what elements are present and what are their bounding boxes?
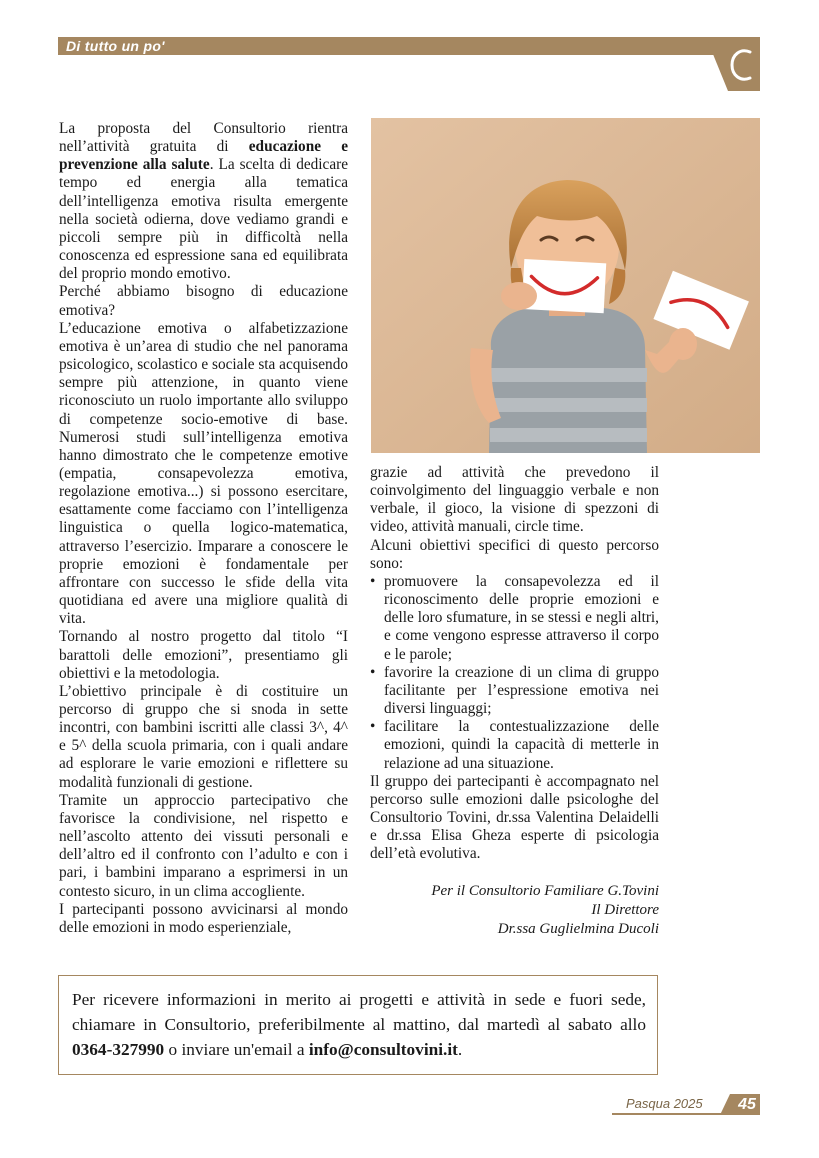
info-text: Per ricevere informazioni in merito ai progetti e attività in sede e fuori sede, chiamare in Consultorio, preferibilmente al mattino, dal martedì al sabato allo 0364-327990 o inviare un'email a info@consultovini.it. [72, 990, 646, 1059]
section-tab-icon [706, 37, 760, 91]
paragraph-intro: La proposta del Consultorio rientra nell’attività gratuita di educazione e prevenzione alla salute. La scelta di dedicare tempo ed energia alla tematica dell’intelligenza emotiva risulta emergente nella società odierna, dove vediamo grandi e piccoli sempre più in difficoltà nella conoscenza ed espressione sana ed equilibrata del proprio mondo emotivo. [59, 120, 348, 283]
email-link[interactable]: info@consultovini.it [308, 1040, 458, 1059]
issue-label: Pasqua 2025 [626, 1096, 703, 1111]
page-number: 45 [738, 1096, 756, 1113]
paragraph-question: Perché abbiamo bisogno di educazione emotiva? [59, 283, 348, 319]
left-column [59, 120, 348, 937]
child-smile-photo [371, 118, 760, 453]
paragraph-project: Tornando al nostro progetto dal titolo “I barattoli delle emozioni”, presentiamo gli obiettivi e la metodologia. [59, 628, 348, 682]
list-item: • favorire la creazione di un clima di gruppo facilitante per l’espressione emotiva nei diversi linguaggi; [370, 664, 659, 718]
footer-rule [612, 1113, 724, 1115]
paragraph-definition: L’educazione emotiva o alfabetizzazione emotiva è un’area di studio che nel panorama psicologico, scolastico e sociale sta acquisendo sempre più attenzione, in quanto viene riconosciuto un ruolo importante allo sviluppo di competenze socio-emotive di base. Numerosi studi sull’intelligenza emotiva hanno dimostrato che le competenze emotive (empatia, consapevolezza emotiva, regolazione emotiva...) si possono esercitare, esattamente come facciamo con l’intelligenza linguistica o quella logico-matematica, attraverso l’esercizio. Imparare a conoscere le proprie emozioni è fondamentale per affrontare con successo le sfide della vita quotidiana ed avere una migliore qualità di vita. [59, 319, 348, 628]
list-item: • promuovere la consapevolezza ed il riconoscimento delle proprie emozioni e delle loro sfumature, in se stessi e negli altri, e come vengono espresse attraverso il corpo e le parole; [370, 573, 659, 664]
right-column [370, 464, 659, 863]
paragraph-participants: I partecipanti possono avvicinarsi al mondo delle emozioni in modo esperienziale, [59, 900, 348, 936]
paragraph-activities: grazie ad attività che prevedono il coinvolgimento del linguaggio verbale e non verbale, il gioco, la visione di spezzoni di video, attività manuali, circle time. [370, 464, 659, 536]
paragraph-goals-intro: Alcuni obiettivi specifici di questo percorso sono: [370, 536, 659, 572]
section-title: Di tutto un po' [66, 38, 165, 54]
signature-role: Il Direttore [591, 902, 659, 918]
paragraph-psychologists: Il gruppo dei partecipanti è accompagnato nel percorso sulle emozioni dalle psicologhe del Consultorio Tovini, dr.ssa Valentina Delaidelli e dr.ssa Elisa Gheza esperte di psicologia dell’età evolutiva. [370, 772, 659, 863]
paragraph-approach: Tramite un approccio partecipativo che favorisce la condivisione, nel rispetto e nell’ascolto attento dei vissuti personali e dell’altro ed il confronto con l’adulto e con i pari, i bambini imparano a esprimersi in un contesto sicuro, in un clima accogliente. [59, 791, 348, 900]
goals-list [370, 573, 659, 773]
list-item: • facilitare la contestualizzazione delle emozioni, quindi la capacità di metterle in relazione ad una situazione. [370, 718, 659, 772]
phone-number[interactable]: 0364-327990 [72, 1040, 165, 1059]
signature-block [370, 882, 659, 939]
paragraph-objective: L’obiettivo principale è di costituire un percorso di gruppo che si snoda in sette incontri, con bambini iscritti alle classi 3^, 4^ e 5^ della scuola primaria, con i quali andare ad esplorare le varie emozioni e riflettere su modalità funzionali di gestione. [59, 682, 348, 791]
signature-name: Dr.ssa Guglielmina Ducoli [497, 921, 659, 937]
signature-organization: Per il Consultorio Familiare G.Tovini [431, 883, 659, 899]
